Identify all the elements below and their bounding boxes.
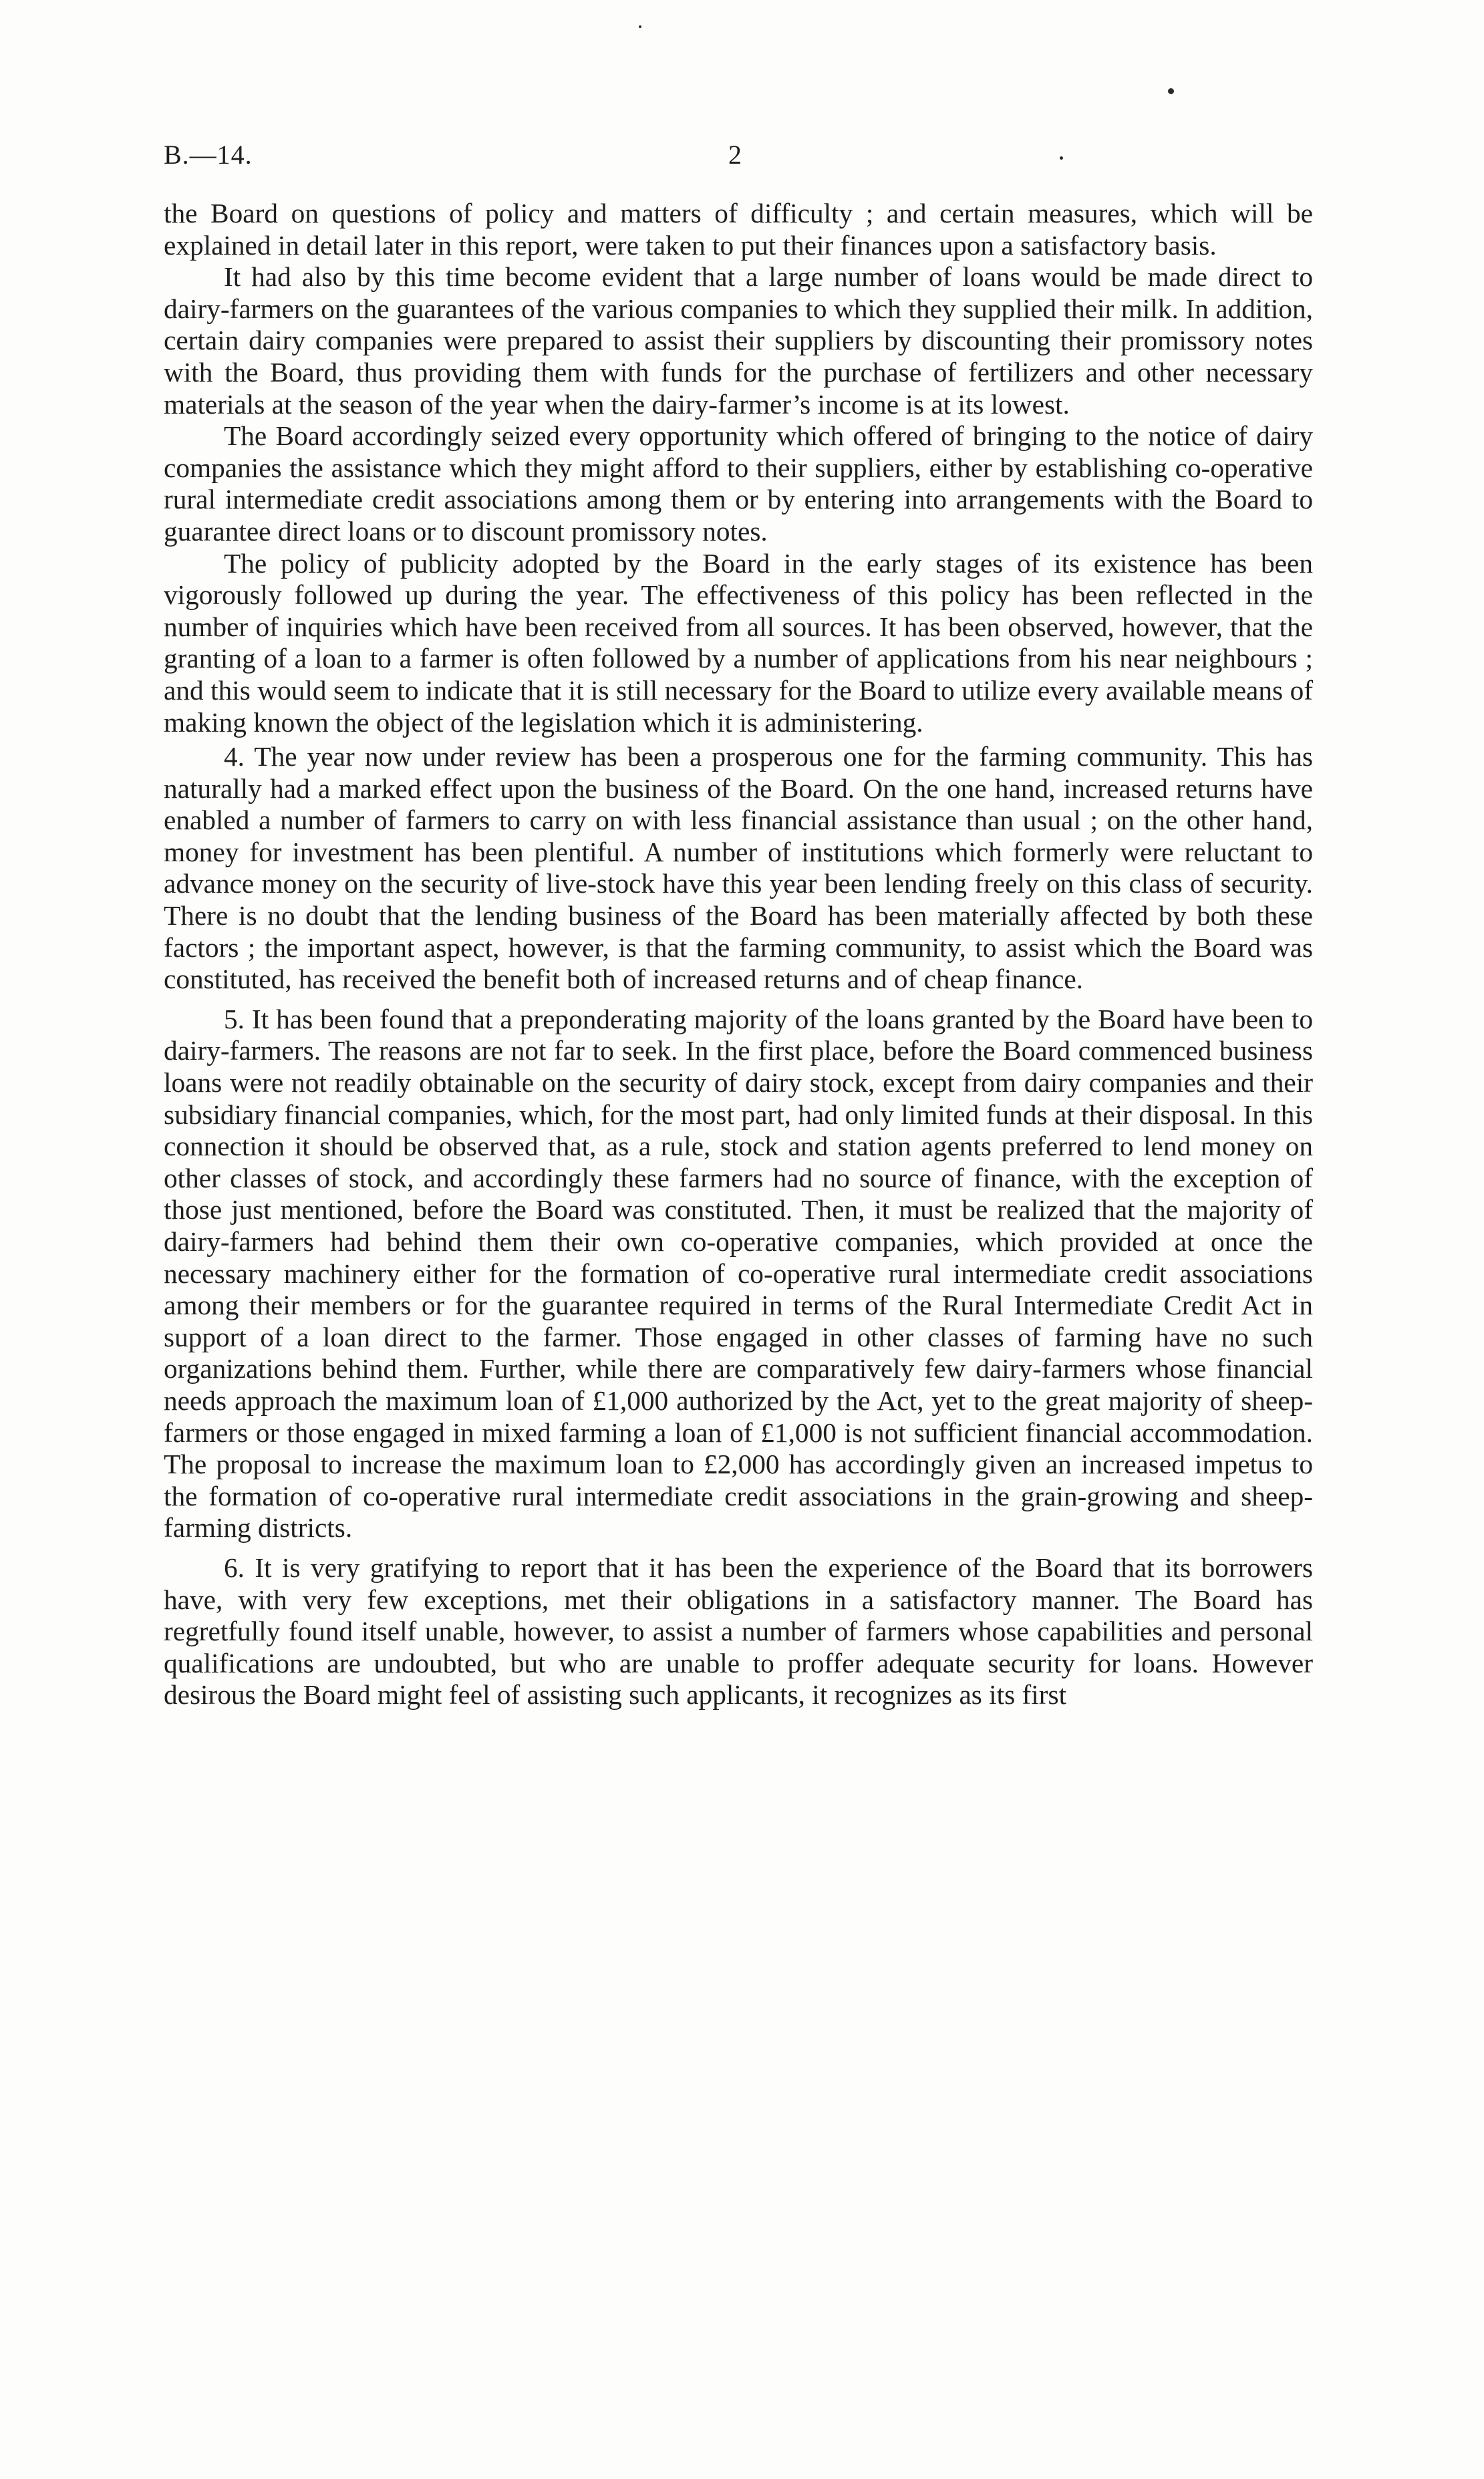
paragraph-publicity: The policy of publicity adopted by the Board in the early stages of its existence has been vigorously followed up during the year. The effectiveness of this policy has been reflected in the number of inquiries which have been received from all sources. It has been observed, however, that the granting of a loan to a farmer is often followed by a number of applications from his near neighbours ; and this would seem to indicate that it is still necessary for the Board to utilize every available means of making known the object of the legislation which it is administering.	[164, 547, 1313, 738]
paragraph-section-4: 4. The year now under review has been a prosperous one for the farming community. This has naturally had a marked effect upon the business of the Board. On the one hand, increased returns have enabled a number of farmers to carry on with less financial assistance than usual ; on the other hand, money for investment has been plentiful. A number of institutions which formerly were reluctant to advance money on the security of live-stock have this year been lending freely on this class of security. There is no doubt that the lending business of the Board has been materially affected by both these factors ; the important aspect, however, is that the farming community, to assist which the Board was constituted, has received the benefit both of increased returns and of cheap finance.	[164, 741, 1313, 995]
scan-speck	[639, 25, 641, 28]
paragraph-section-5: 5. It has been found that a preponderating majority of the loans granted by the Board have been to dairy-farmers. The reasons are not far to seek. In the first place, before the Board commenced business loans were not readily obtainable on the security of dairy stock, except from dairy companies and their subsidiary financial companies, which, for the most part, had only limited funds at their disposal. In this connection it should be observed that, as a rule, stock and station agents preferred to lend money on other classes of stock, and accordingly these farmers had no source of finance, with the exception of those just mentioned, before the Board was constituted. Then, it must be realized that the majority of dairy-farmers had behind them their own co-operative companies, which provided at once the necessary machinery either for the formation of co-operative rural intermediate credit associations among their members or for the guarantee required in terms of the Rural Intermediate Credit Act in support of a loan direct to the farmer. Those engaged in other classes of farming have no such organizations behind them. Further, while there are comparatively few dairy-farmers whose financial needs approach the maximum loan of £1,000 authorized by the Act, yet to the great majority of sheep-farmers or those engaged in mixed farming a loan of £1,000 is not sufficient financial accommodation. The proposal to increase the maximum loan to £2,000 has accordingly given an increased impetus to the formation of co-operative rural intermediate credit associations in the grain-growing and sheep-farming districts.	[164, 1003, 1313, 1544]
paragraph-section-6: 6. It is very gratifying to report that it has been the experience of the Board that its borrowers have, with very few exceptions, met their obligations in a satisfactory manner. The Board has regretfully found itself unable, however, to assist a number of farmers whose capabilities and personal qualifications are undoubted, but who are unable to proffer adequate security for loans. However desirous the Board might feel of assisting such applicants, it recognizes as its first	[164, 1552, 1313, 1711]
paragraph-board-opportunity: The Board accordingly seized every opportunity which offered of bringing to the notice of dairy companies the assistance which they might afford to their suppliers, either by establishing co-operative rural intermediate credit associations among them or by entering into arrangements with the Board to guarantee direct loans or to discount promissory notes.	[164, 420, 1313, 547]
page-header	[164, 139, 1313, 179]
document-reference: B.—14.	[164, 140, 253, 170]
paragraph-continuation: the Board on questions of policy and matters of difficulty ; and certain measures, which will be explained in detail later in this report, were taken to put their finances upon a satisfactory basis.	[164, 198, 1313, 261]
paragraph-dairy-loans: It had also by this time become evident that a large number of loans would be made direct to dairy-farmers on the guarantees of the various companies to which they supplied their milk. In addition, certain dairy companies were prepared to assist their suppliers by discounting their promissory notes with the Board, thus providing them with funds for the purchase of fertilizers and other necessary materials at the season of the year when the dairy-farmer’s income is at its lowest.	[164, 261, 1313, 420]
report-body	[164, 198, 1313, 1711]
page-number: 2	[728, 140, 742, 170]
scan-speck	[1168, 88, 1174, 94]
